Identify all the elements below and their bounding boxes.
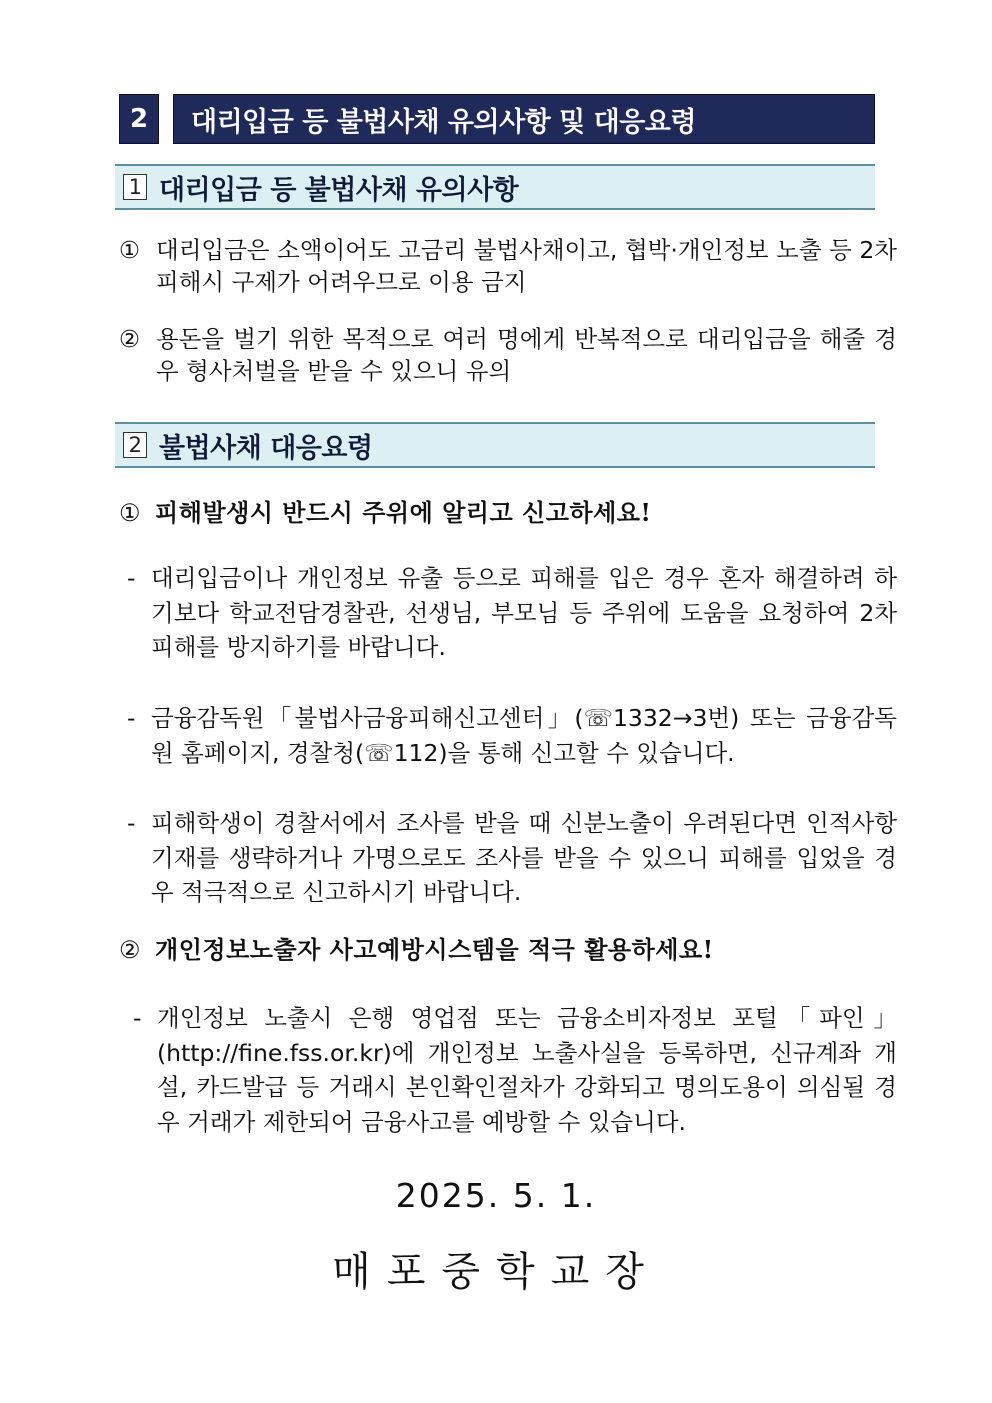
section1-item-1 (119, 234, 897, 298)
item-text: 용돈을 벌기 위한 목적으로 여러 명에게 반복적으로 대리입금을 해줄 경우 형사처벌을 받을 수 있으니 유의 (156, 325, 897, 385)
paragraph-2 (127, 701, 897, 770)
section1-header (115, 164, 875, 210)
subheading-2 (119, 934, 714, 966)
header-number: 2 (119, 94, 159, 144)
header-title: 대리입금 등 불법사채 유의사항 및 대응요령 (173, 94, 875, 144)
subheading-marker: ② (119, 936, 142, 964)
paragraph-text: 개인정보 노출시 은행 영업점 또는 금융소비자정보 포털「파인」(http://fine.fss.or.kr)에 개인정보 노출사실을 등록하면, 신규계좌 개설, 카드발급 등 거래시 본인확인절차가 강화되고 명의도용이 의심될 경우 거래가 제한되어 금융사고를 예방할 수 있습니다. (157, 1004, 897, 1136)
subheading-text: 개인정보노출자 사고예방시스템을 적극 활용하세요! (155, 935, 714, 964)
issue-date: 2025. 5. 1. (395, 1176, 597, 1215)
section1-item-2 (119, 323, 897, 387)
paragraph-text: 금융감독원「불법사금융피해신고센터」(☏1332→3번) 또는 금융감독원 홈페이지, 경찰청(☏112)을 통해 신고할 수 있습니다. (151, 704, 897, 767)
section2-header (115, 422, 875, 468)
subheading-marker: ① (119, 499, 142, 527)
dash-marker: - (127, 704, 136, 732)
section2-title: 불법사채 대응요령 (159, 432, 373, 464)
section2-number: 2 (123, 432, 147, 458)
principal-signature: 매포중학교장 (332, 1249, 660, 1295)
section1-number: 1 (123, 174, 147, 200)
item-text: 대리입금은 소액이어도 고금리 불법사채이고, 협박·개인정보 노출 등 2차 피해시 구제가 어려우므로 이용 금지 (156, 236, 897, 296)
dash-marker: - (127, 809, 136, 837)
dash-marker: - (127, 564, 136, 592)
item-marker: ① (119, 236, 141, 264)
dash-marker: - (133, 1004, 142, 1032)
paragraph-1 (127, 561, 897, 665)
section1-title: 대리입금 등 불법사채 유의사항 (159, 174, 519, 206)
paragraph-3 (127, 806, 897, 910)
paragraph-4 (133, 1001, 897, 1139)
subheading-text: 피해발생시 반드시 주위에 알리고 신고하세요! (155, 498, 652, 527)
paragraph-text: 대리입금이나 개인정보 유출 등으로 피해를 입은 경우 혼자 해결하려 하기보다 학교전담경찰관, 선생님, 부모님 등 주위에 도움을 요청하여 2차 피해를 방지하기를 바랍니다. (151, 564, 897, 661)
paragraph-text: 피해학생이 경찰서에서 조사를 받을 때 신분노출이 우려된다면 인적사항 기재를 생략하거나 가명으로도 조사를 받을 수 있으니 피해를 입었을 경우 적극적으로 신고하시기 바랍니다. (151, 809, 897, 906)
item-marker: ② (119, 325, 141, 353)
subheading-1 (119, 497, 651, 529)
